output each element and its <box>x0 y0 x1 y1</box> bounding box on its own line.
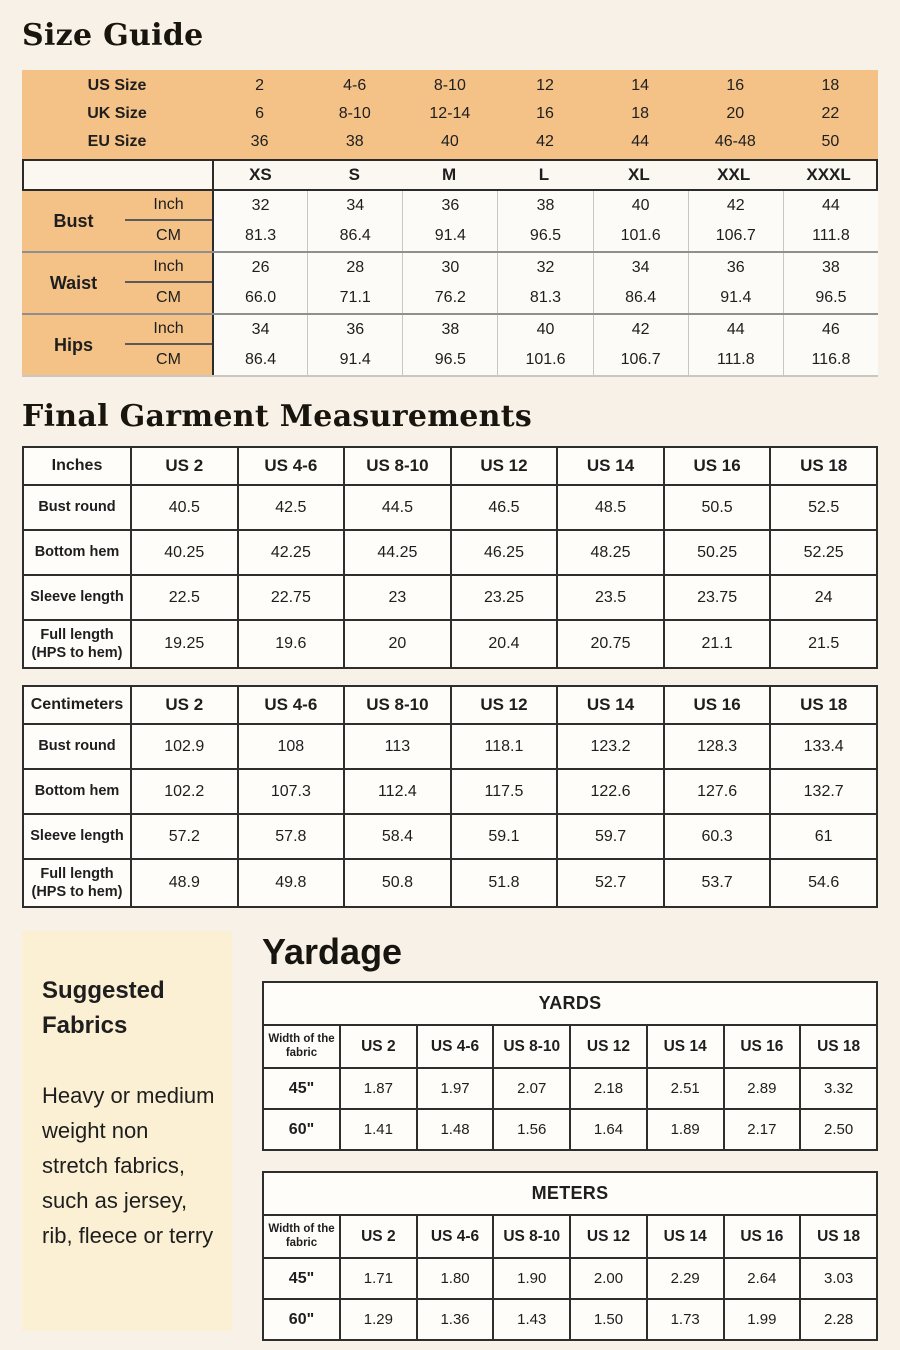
table-cell: 44 <box>688 315 783 345</box>
table-cell: 2.64 <box>724 1258 801 1299</box>
row-label: Full length (HPS to hem) <box>23 620 131 668</box>
table-cell: 4-6 <box>343 77 367 94</box>
yardage-section <box>22 931 878 1341</box>
column-header: US 4-6 <box>238 447 345 485</box>
column-header: US 8-10 <box>493 1215 570 1258</box>
table-cell: 20.4 <box>451 620 558 668</box>
table-cell: 96.5 <box>783 283 878 313</box>
table-cell: 46 <box>783 315 878 345</box>
row-label: Sleeve length <box>23 814 131 859</box>
group-label: Bust <box>22 191 125 251</box>
column-header: US 4-6 <box>417 1215 494 1258</box>
table-cell: 40.25 <box>131 530 238 575</box>
table-cell: 2.51 <box>647 1068 724 1109</box>
table-cell: 24 <box>770 575 877 620</box>
table-cell: 48.9 <box>131 859 238 907</box>
column-header: US 2 <box>340 1025 417 1068</box>
table-row <box>23 724 877 769</box>
suggested-fabrics-text: Heavy or medium weight non stretch fabrics, such as jersey, rib, fleece or terry <box>42 1083 215 1248</box>
table-cell: 1.97 <box>417 1068 494 1109</box>
size-conversion-header-block <box>22 70 878 159</box>
table-cell: 18 <box>821 77 840 94</box>
table-cell: 118.1 <box>451 724 558 769</box>
table-cell: 61 <box>770 814 877 859</box>
unit-header: Centimeters <box>23 686 131 724</box>
table-cell: 14 <box>631 77 650 94</box>
column-header: US 12 <box>451 686 558 724</box>
table-cell: 59.7 <box>557 814 664 859</box>
table-cell: 1.36 <box>417 1299 494 1340</box>
table-cell: 91.4 <box>307 345 402 375</box>
table-cell: 2.18 <box>570 1068 647 1109</box>
table-cell: 16 <box>726 77 745 94</box>
yards-table <box>262 981 878 1151</box>
row-label: Sleeve length <box>23 575 131 620</box>
body-measurements <box>22 191 878 377</box>
table-cell: 34 <box>212 315 307 345</box>
table-cell: 123.2 <box>557 724 664 769</box>
table-cell: 1.56 <box>493 1109 570 1150</box>
yardage-title: Yardage <box>262 931 403 972</box>
table-cell: 52.25 <box>770 530 877 575</box>
table-cell: 59.1 <box>451 814 558 859</box>
table-cell: 44.5 <box>344 485 451 530</box>
table-cell: 1.87 <box>340 1068 417 1109</box>
final-garment-table-inches <box>22 446 878 669</box>
column-header: US 2 <box>131 686 238 724</box>
row-label: 60" <box>263 1299 340 1340</box>
table-cell: 32 <box>212 191 307 221</box>
table-cell: 106.7 <box>593 345 688 375</box>
table-row <box>23 769 877 814</box>
table-title: YARDS <box>263 982 877 1025</box>
final-garment-table-centimeters <box>22 685 878 908</box>
measurement-group-waist <box>22 251 878 313</box>
unit-label-cm: CM <box>125 283 212 313</box>
table-cell: 44 <box>631 133 650 150</box>
table-cell: 16 <box>536 105 554 122</box>
table-row <box>23 859 877 907</box>
table-cell: 50.5 <box>664 485 771 530</box>
table-cell: 28 <box>307 253 402 283</box>
table-cell: 23.5 <box>557 575 664 620</box>
table-cell: 48.25 <box>557 530 664 575</box>
table-cell: 38 <box>783 253 878 283</box>
table-cell: 32 <box>497 253 592 283</box>
table-cell: 23.75 <box>664 575 771 620</box>
table-cell: 3.32 <box>800 1068 877 1109</box>
table-cell: 53.7 <box>664 859 771 907</box>
size-letter-cell: XXL <box>717 165 751 184</box>
table-cell: 1.48 <box>417 1109 494 1150</box>
table-cell: 112.4 <box>344 769 451 814</box>
column-header: US 18 <box>800 1215 877 1258</box>
table-row <box>23 485 877 530</box>
table-cell: 1.71 <box>340 1258 417 1299</box>
column-header: US 16 <box>664 686 771 724</box>
table-cell: 50.8 <box>344 859 451 907</box>
table-cell: 2 <box>255 77 265 94</box>
table-cell: 21.5 <box>770 620 877 668</box>
table-cell: 36 <box>250 133 269 150</box>
table-cell: 30 <box>402 253 497 283</box>
table-cell: 40.5 <box>131 485 238 530</box>
corner-label: Width of the fabric <box>263 1025 340 1068</box>
table-cell: 101.6 <box>593 221 688 251</box>
table-cell: 38 <box>497 191 592 221</box>
table-cell: 42 <box>536 133 554 150</box>
column-header: US 16 <box>724 1215 801 1258</box>
table-title-row <box>263 982 877 1025</box>
table-cell: 42.25 <box>238 530 345 575</box>
table-cell: 23 <box>344 575 451 620</box>
table-cell: 20.75 <box>557 620 664 668</box>
column-header: US 14 <box>557 447 664 485</box>
column-header: US 18 <box>800 1025 877 1068</box>
table-cell: 51.8 <box>451 859 558 907</box>
table-cell: 113 <box>344 724 451 769</box>
column-header: US 2 <box>340 1215 417 1258</box>
table-cell: 71.1 <box>307 283 402 313</box>
row-label: Bust round <box>23 724 131 769</box>
row-label: Full length (HPS to hem) <box>23 859 131 907</box>
table-cell: 60.3 <box>664 814 771 859</box>
table-cell: 36 <box>688 253 783 283</box>
table-cell: 40 <box>497 315 592 345</box>
group-label: Waist <box>22 253 125 313</box>
table-cell: 102.2 <box>131 769 238 814</box>
table-cell: 44.25 <box>344 530 451 575</box>
table-row <box>23 575 877 620</box>
column-header: US 18 <box>770 686 877 724</box>
table-cell: 50 <box>821 133 840 150</box>
table-cell: 91.4 <box>688 283 783 313</box>
column-header: US 18 <box>770 447 877 485</box>
table-cell: 49.8 <box>238 859 345 907</box>
row-label: Bottom hem <box>23 769 131 814</box>
table-cell: 22.75 <box>238 575 345 620</box>
table-cell: 122.6 <box>557 769 664 814</box>
table-title-row <box>263 1172 877 1215</box>
column-header: US 12 <box>451 447 558 485</box>
unit-label-cm: CM <box>125 345 212 375</box>
table-header-row <box>263 1025 877 1068</box>
table-cell: 58.4 <box>344 814 451 859</box>
table-cell: 18 <box>631 105 650 122</box>
table-cell: 2.89 <box>724 1068 801 1109</box>
table-cell: 117.5 <box>451 769 558 814</box>
unit-label-cm: CM <box>125 221 212 251</box>
table-cell: 42 <box>688 191 783 221</box>
table-cell: 2.00 <box>570 1258 647 1299</box>
table-cell: 46.25 <box>451 530 558 575</box>
table-header-row <box>23 686 877 724</box>
suggested-fabrics-panel <box>22 931 232 1331</box>
size-guide-page <box>22 0 878 1341</box>
group-label: Hips <box>22 315 125 375</box>
table-cell: 86.4 <box>212 345 307 375</box>
table-header-row <box>23 447 877 485</box>
page-title: Size Guide <box>22 18 204 53</box>
table-cell: 57.8 <box>238 814 345 859</box>
table-cell: 101.6 <box>497 345 592 375</box>
column-header: US 4-6 <box>238 686 345 724</box>
row-label: 60" <box>263 1109 340 1150</box>
table-cell: 19.25 <box>131 620 238 668</box>
table-cell: 12-14 <box>429 105 471 122</box>
size-letter-cell: L <box>538 165 550 184</box>
unit-header: Inches <box>23 447 131 485</box>
table-cell: 91.4 <box>402 221 497 251</box>
table-row <box>22 72 878 100</box>
table-cell: 86.4 <box>593 283 688 313</box>
table-cell: 50.25 <box>664 530 771 575</box>
table-cell: 106.7 <box>688 221 783 251</box>
row-label: 45" <box>263 1258 340 1299</box>
column-header: US 4-6 <box>417 1025 494 1068</box>
table-row <box>23 814 877 859</box>
column-header: US 8-10 <box>493 1025 570 1068</box>
table-row <box>263 1109 877 1150</box>
column-header: US 14 <box>647 1025 724 1068</box>
table-row <box>22 100 878 128</box>
table-cell: 46.5 <box>451 485 558 530</box>
table-cell: 2.50 <box>800 1109 877 1150</box>
table-cell: 38 <box>402 315 497 345</box>
table-cell: 12 <box>536 77 554 94</box>
section-title-final-garment: Final Garment Measurements <box>22 399 533 434</box>
column-header: US 14 <box>647 1215 724 1258</box>
measurement-group-hips <box>22 313 878 375</box>
table-title: METERS <box>263 1172 877 1215</box>
table-cell: 107.3 <box>238 769 345 814</box>
column-header: US 16 <box>664 447 771 485</box>
table-cell: 22.5 <box>131 575 238 620</box>
table-cell: 1.50 <box>570 1299 647 1340</box>
table-cell: 34 <box>307 191 402 221</box>
table-cell: 127.6 <box>664 769 771 814</box>
table-cell: 102.9 <box>131 724 238 769</box>
measurement-group-bust <box>22 191 878 251</box>
table-cell: 48.5 <box>557 485 664 530</box>
column-header: US 8-10 <box>344 447 451 485</box>
suggested-fabrics-heading: Suggested Fabrics <box>42 977 165 1039</box>
table-cell: 1.89 <box>647 1109 724 1150</box>
empty-corner-cell <box>24 161 212 189</box>
table-cell: 132.7 <box>770 769 877 814</box>
table-row <box>263 1258 877 1299</box>
table-cell: 2.28 <box>800 1299 877 1340</box>
table-cell: 38 <box>345 133 364 150</box>
table-row <box>23 620 877 668</box>
table-cell: 1.41 <box>340 1109 417 1150</box>
size-letter-cell: S <box>348 165 360 184</box>
table-cell: 8-10 <box>338 105 371 122</box>
table-cell: 8-10 <box>433 77 466 94</box>
table-cell: 57.2 <box>131 814 238 859</box>
table-row <box>22 128 878 156</box>
table-cell: 36 <box>307 315 402 345</box>
size-letter-cell: M <box>442 165 457 184</box>
yardage-column <box>262 931 878 1341</box>
table-cell: 111.8 <box>783 221 878 251</box>
table-cell: 6 <box>255 105 265 122</box>
column-header: US 16 <box>724 1025 801 1068</box>
column-header: US 2 <box>131 447 238 485</box>
row-label: 45" <box>263 1068 340 1109</box>
table-cell: 1.43 <box>493 1299 570 1340</box>
corner-label: Width of the fabric <box>263 1215 340 1258</box>
column-header: US 8-10 <box>344 686 451 724</box>
column-header: US 12 <box>570 1025 647 1068</box>
table-cell: 3.03 <box>800 1258 877 1299</box>
table-cell: 26 <box>212 253 307 283</box>
table-cell: 40 <box>593 191 688 221</box>
table-cell: 76.2 <box>402 283 497 313</box>
meters-table <box>262 1171 878 1341</box>
table-cell: 1.99 <box>724 1299 801 1340</box>
row-label: US Size <box>87 77 147 94</box>
row-label: Bust round <box>23 485 131 530</box>
unit-label-inch: Inch <box>125 315 212 345</box>
table-cell: 22 <box>821 105 840 122</box>
table-cell: 19.6 <box>238 620 345 668</box>
table-cell: 1.90 <box>493 1258 570 1299</box>
row-label: UK Size <box>87 105 147 122</box>
table-cell: 116.8 <box>783 345 878 375</box>
table-cell: 2.17 <box>724 1109 801 1150</box>
table-row <box>23 530 877 575</box>
size-conversion-table <box>22 70 878 377</box>
column-header: US 12 <box>570 1215 647 1258</box>
table-cell: 96.5 <box>402 345 497 375</box>
table-cell: 1.73 <box>647 1299 724 1340</box>
size-letters-row <box>22 159 878 191</box>
unit-label-inch: Inch <box>125 191 212 221</box>
table-cell: 81.3 <box>212 221 307 251</box>
table-row <box>263 1068 877 1109</box>
table-cell: 20 <box>726 105 745 122</box>
row-label: EU Size <box>87 133 147 150</box>
table-cell: 23.25 <box>451 575 558 620</box>
table-cell: 128.3 <box>664 724 771 769</box>
table-cell: 21.1 <box>664 620 771 668</box>
table-cell: 42.5 <box>238 485 345 530</box>
table-cell: 66.0 <box>212 283 307 313</box>
size-letter-cell: XL <box>627 165 650 184</box>
size-letter-cell: XS <box>212 161 307 189</box>
table-cell: 34 <box>593 253 688 283</box>
table-cell: 81.3 <box>497 283 592 313</box>
table-cell: 111.8 <box>688 345 783 375</box>
column-header: US 14 <box>557 686 664 724</box>
table-cell: 86.4 <box>307 221 402 251</box>
table-cell: 108 <box>238 724 345 769</box>
table-cell: 2.29 <box>647 1258 724 1299</box>
table-header-row <box>263 1215 877 1258</box>
table-cell: 96.5 <box>497 221 592 251</box>
table-cell: 54.6 <box>770 859 877 907</box>
table-cell: 1.29 <box>340 1299 417 1340</box>
table-cell: 20 <box>344 620 451 668</box>
table-cell: 1.80 <box>417 1258 494 1299</box>
table-cell: 1.64 <box>570 1109 647 1150</box>
size-letter-cell: XXXL <box>806 165 851 184</box>
table-cell: 52.7 <box>557 859 664 907</box>
unit-label-inch: Inch <box>125 253 212 283</box>
table-cell: 42 <box>593 315 688 345</box>
table-row <box>263 1299 877 1340</box>
table-cell: 2.07 <box>493 1068 570 1109</box>
table-cell: 40 <box>440 133 459 150</box>
table-cell: 36 <box>402 191 497 221</box>
table-cell: 46-48 <box>714 133 756 150</box>
table-cell: 44 <box>783 191 878 221</box>
table-cell: 133.4 <box>770 724 877 769</box>
table-cell: 52.5 <box>770 485 877 530</box>
row-label: Bottom hem <box>23 530 131 575</box>
